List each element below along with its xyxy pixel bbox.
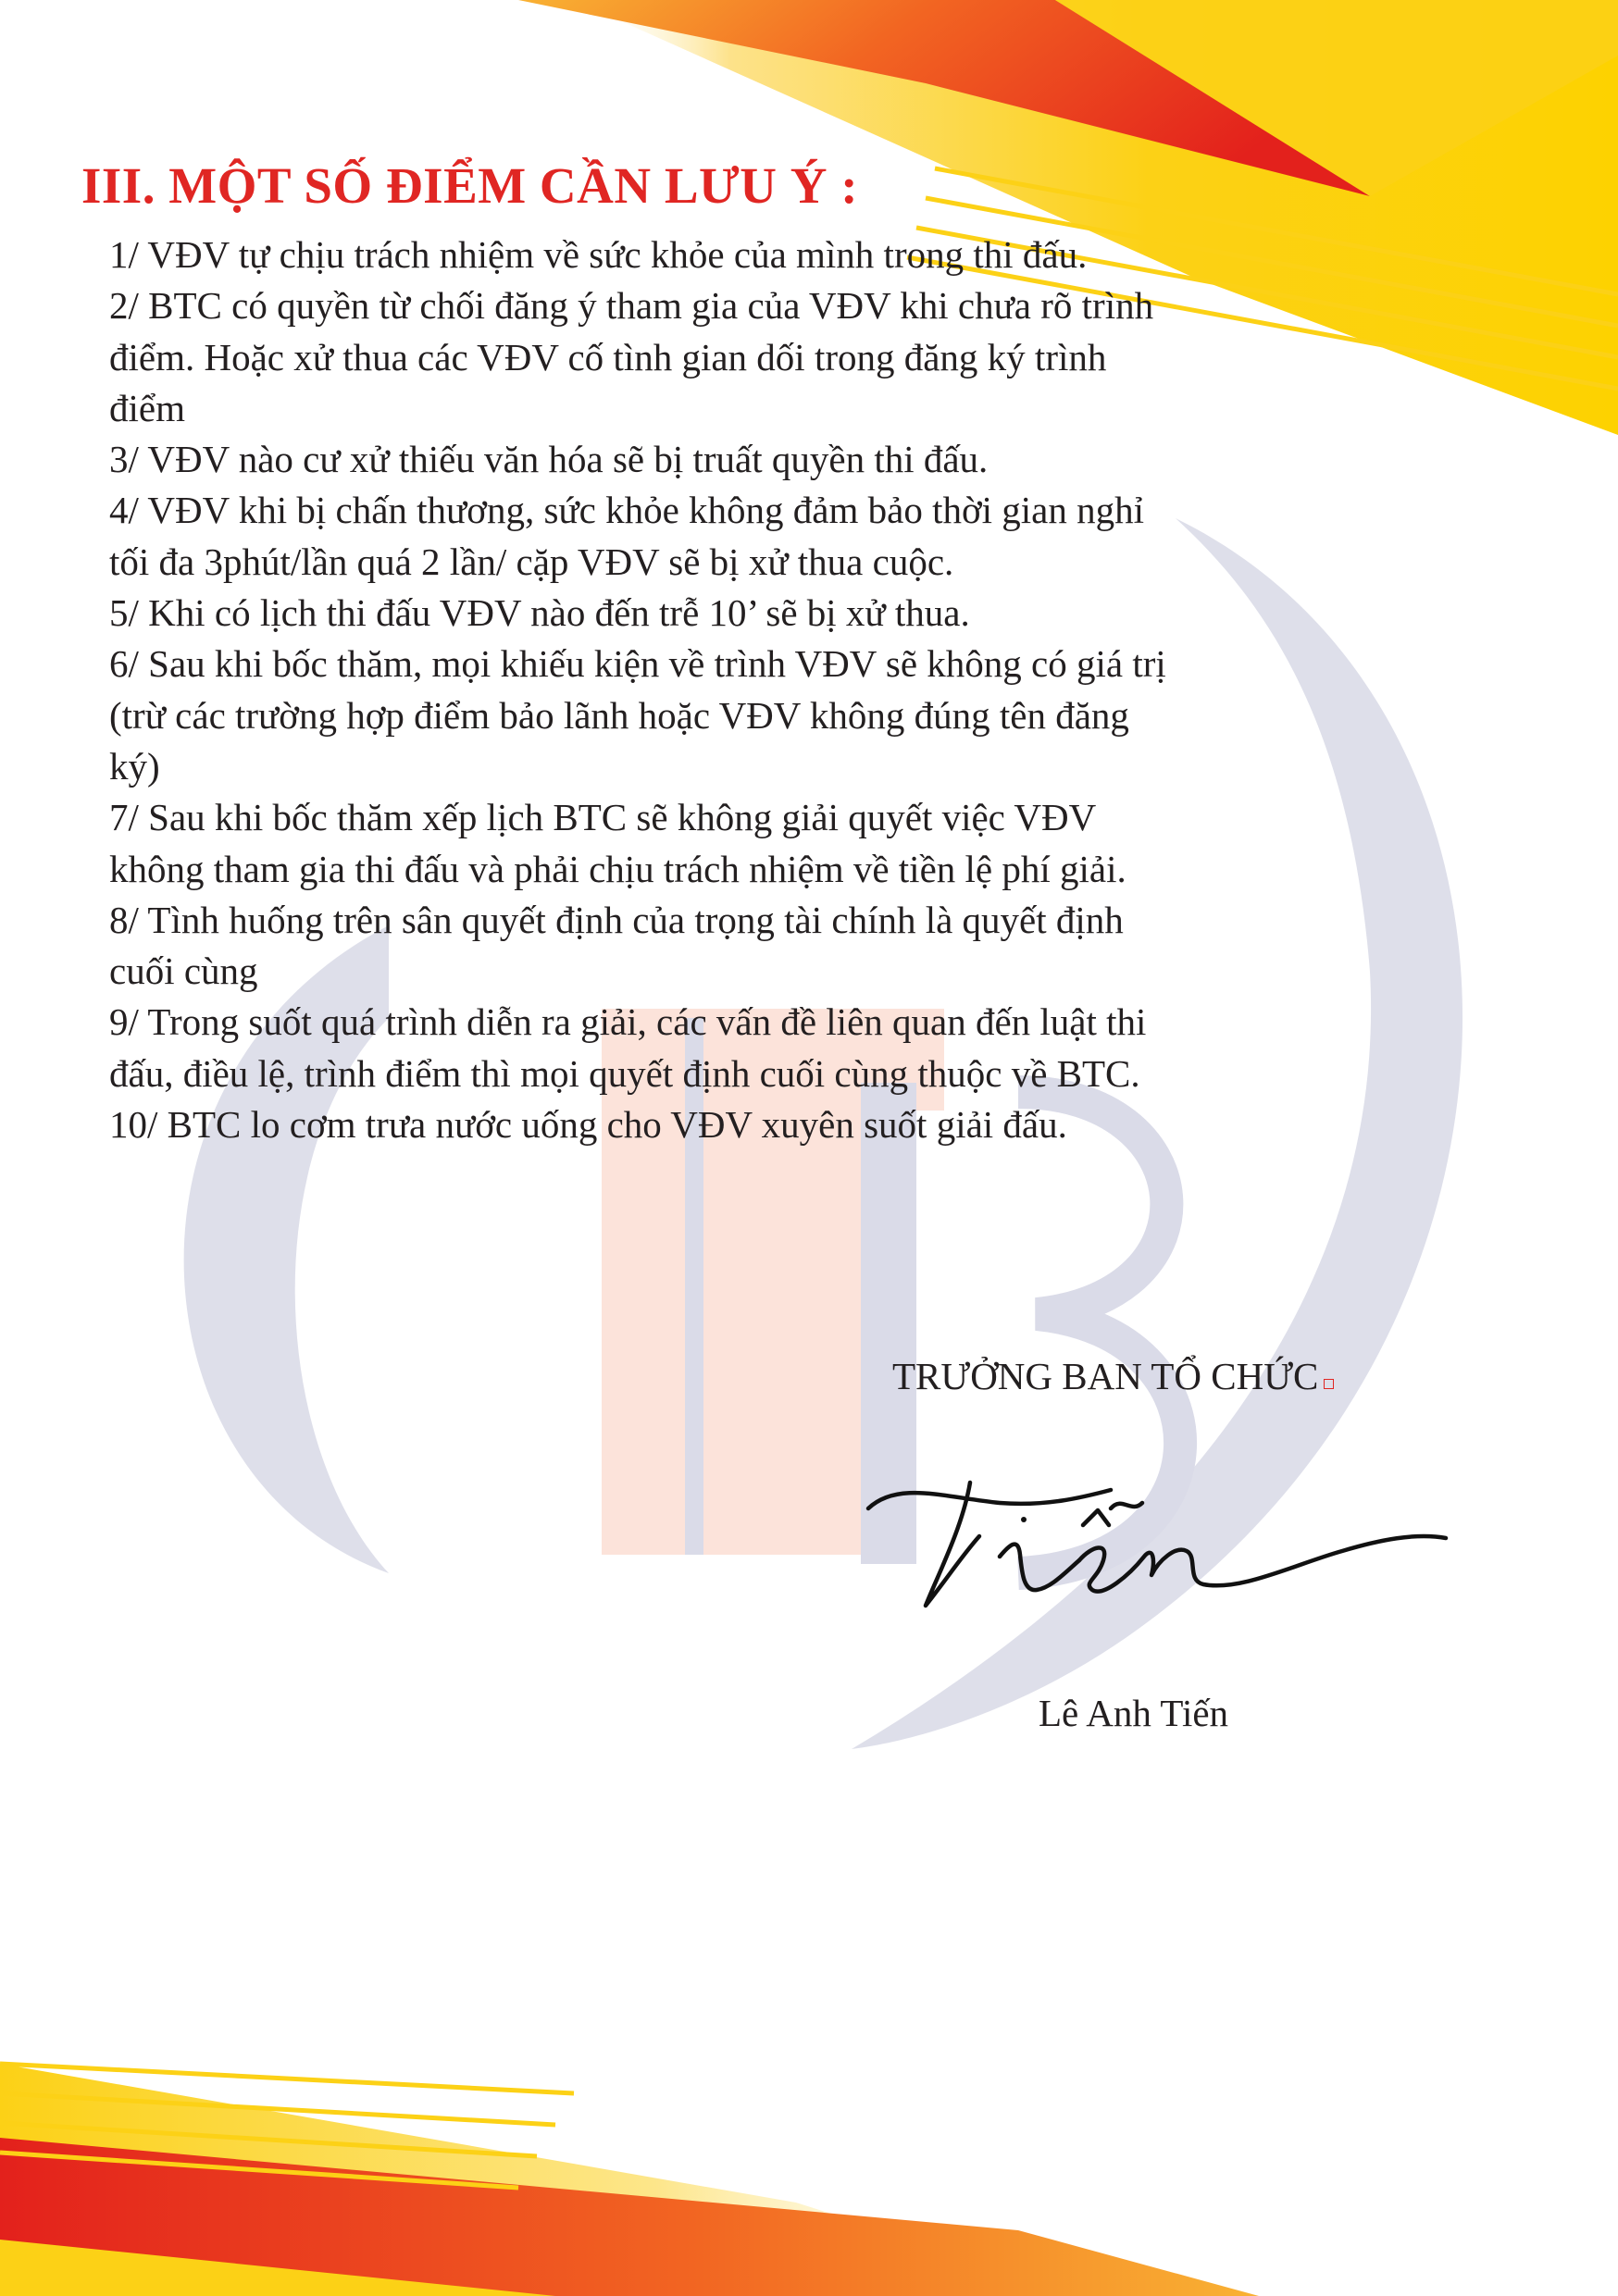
note-line: 9/ Trong suốt quá trình diễn ra giải, các vấn đề liên quan đến luật thi — [109, 1000, 1147, 1044]
note-line: 7/ Sau khi bốc thăm xếp lịch BTC sẽ không giải quyết việc VĐV — [109, 796, 1097, 839]
note-line: (trừ các trường hợp điểm bảo lãnh hoặc VĐV không đúng tên đăng — [109, 693, 1129, 737]
notes-list — [109, 230, 1405, 1150]
signer-name: Lê Anh Tiến — [1039, 1692, 1229, 1734]
signature-role-text: TRƯỞNG BAN TỔ CHỨC — [892, 1355, 1319, 1397]
note-line: tối đa 3phút/lần quá 2 lần/ cặp VĐV sẽ bị xử thua cuộc. — [109, 540, 954, 583]
note-line: 4/ VĐV khi bị chấn thương, sức khỏe không đảm bảo thời gian nghỉ — [109, 489, 1145, 532]
note-line: điểm. Hoặc xử thua các VĐV cố tình gian dối trong đăng ký trình — [109, 335, 1107, 379]
note-line: 1/ VĐV tự chịu trách nhiệm về sức khỏe của mình trong thi đấu. — [109, 233, 1088, 276]
note-line: 6/ Sau khi bốc thăm, mọi khiếu kiện về trình VĐV sẽ không có giá trị — [109, 642, 1166, 686]
note-line: cuối cùng — [109, 949, 258, 993]
note-line: 8/ Tình huống trên sân quyết định của trọng tài chính là quyết định — [109, 898, 1124, 941]
note-line: 5/ Khi có lịch thi đấu VĐV nào đến trễ 10’ sẽ bị xử thua. — [109, 591, 970, 635]
note-line: 3/ VĐV nào cư xử thiếu văn hóa sẽ bị truất quyền thi đấu. — [109, 438, 989, 481]
note-line: không tham gia thi đấu và phải chịu trách nhiệm về tiền lệ phí giải. — [109, 847, 1126, 890]
note-line: 2/ BTC có quyền từ chối đăng ý tham gia của VĐV khi chưa rõ trình — [109, 284, 1154, 328]
section-title: III. MỘT SỐ ĐIỂM CẦN LƯU Ý : — [81, 157, 859, 214]
handwritten-signature — [861, 1471, 1453, 1629]
note-line: điểm — [109, 386, 185, 429]
note-line: ký) — [109, 744, 160, 788]
note-line: đấu, điều lệ, trình điểm thì mọi quyết định cuối cùng thuộc về BTC. — [109, 1051, 1140, 1095]
anchor-mark-icon — [1324, 1379, 1334, 1389]
signature-role — [892, 1353, 1334, 1399]
note-line: 10/ BTC lo cơm trưa nước uống cho VĐV xuyên suốt giải đấu. — [109, 1103, 1067, 1147]
